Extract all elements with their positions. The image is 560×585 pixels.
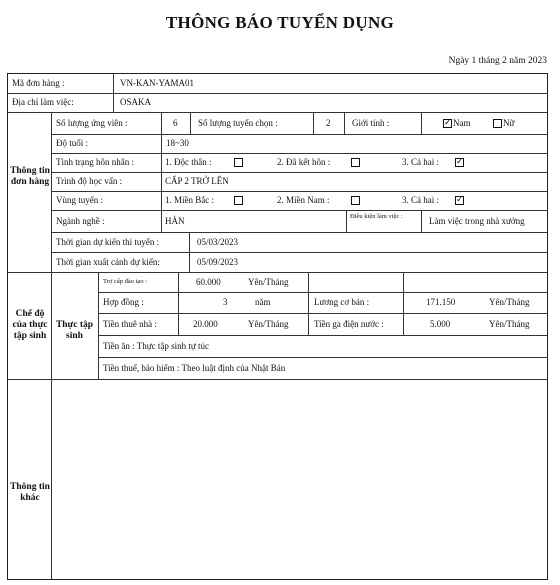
row-divider bbox=[51, 232, 547, 233]
col-divider bbox=[403, 272, 404, 335]
training-allowance-unit: Yên/Tháng bbox=[248, 277, 289, 287]
section-divider bbox=[8, 272, 547, 273]
candidates-label: Số lượng ứng viên : bbox=[56, 118, 128, 128]
page-title: THÔNG BÁO TUYỂN DỤNG bbox=[165, 13, 395, 32]
age-value: 18~30 bbox=[166, 138, 189, 148]
gender-female-label: Nữ bbox=[503, 118, 515, 128]
training-allowance-value: 60.000 bbox=[196, 277, 221, 287]
col-divider bbox=[308, 272, 309, 335]
section-intern: Thực tập sinh bbox=[55, 320, 94, 341]
workplace-label: Địa chỉ làm việc: bbox=[12, 97, 74, 107]
order-code-value: VN-KAN-YAMA01 bbox=[120, 78, 194, 88]
section-divider bbox=[8, 379, 547, 380]
marital-opt1-checkbox[interactable] bbox=[234, 158, 243, 167]
col-divider bbox=[344, 112, 345, 134]
row-divider bbox=[51, 252, 547, 253]
region-opt2-checkbox[interactable] bbox=[351, 196, 360, 205]
section-other-info: Thông tin khác bbox=[10, 482, 50, 503]
col-divider bbox=[51, 112, 52, 272]
work-condition-label: Điều kiện làm việc : bbox=[350, 213, 403, 220]
male-checkbox[interactable] bbox=[443, 119, 452, 128]
col-divider bbox=[189, 232, 190, 272]
occupation-value: HÀN bbox=[165, 216, 185, 226]
region-opt3-checkbox[interactable] bbox=[455, 196, 464, 205]
marital-opt2-label: 2. Đã kết hôn : bbox=[277, 157, 331, 167]
col-divider bbox=[113, 74, 114, 112]
row-divider bbox=[98, 313, 547, 314]
notice-date: Ngày 1 tháng 2 năm 2023 bbox=[448, 56, 547, 66]
utilities-value: 5.000 bbox=[430, 319, 451, 329]
rent-unit: Yên/Tháng bbox=[248, 319, 289, 329]
contract-value: 3 bbox=[223, 297, 228, 307]
marital-label: Tình trạng hôn nhân : bbox=[56, 157, 134, 167]
education-value: CẤP 2 TRỞ LÊN bbox=[165, 176, 229, 186]
row-divider bbox=[98, 335, 547, 336]
rent-value: 20.000 bbox=[193, 319, 218, 329]
col-divider bbox=[178, 272, 179, 335]
check-icon: ✓ bbox=[456, 157, 464, 167]
age-label: Độ tuổi : bbox=[56, 138, 89, 148]
utilities-label: Tiền ga điện nước : bbox=[314, 319, 384, 329]
row-divider bbox=[51, 210, 547, 211]
section-order-info: Thông tin đơn hàng bbox=[10, 166, 50, 187]
base-salary-unit: Yên/Tháng bbox=[489, 297, 530, 307]
rent-label: Tiền thuê nhà : bbox=[103, 319, 157, 329]
female-checkbox[interactable] bbox=[493, 119, 502, 128]
tax-insurance-info: Tiền thuế, bảo hiểm : Theo luật định của Nhật Bản bbox=[103, 363, 286, 373]
contract-label: Hợp đồng : bbox=[103, 297, 144, 307]
region-opt3-label: 3. Cả hai : bbox=[402, 195, 439, 205]
region-opt1-checkbox[interactable] bbox=[234, 196, 243, 205]
row-divider bbox=[98, 292, 547, 293]
departure-date-label: Thời gian xuất cảnh dự kiến: bbox=[56, 257, 160, 267]
col-divider bbox=[346, 210, 347, 232]
gender-label: Giới tính : bbox=[352, 118, 390, 128]
col-divider bbox=[190, 112, 191, 134]
col-divider bbox=[161, 134, 162, 232]
marital-opt3-label: 3. Cả hai : bbox=[402, 157, 439, 167]
region-label: Vùng tuyển : bbox=[56, 195, 103, 205]
col-divider bbox=[421, 112, 422, 134]
row-divider bbox=[8, 112, 547, 113]
col-divider bbox=[161, 112, 162, 134]
exam-date-value: 05/03/2023 bbox=[197, 237, 239, 247]
col-divider bbox=[98, 272, 99, 379]
region-opt2-label: 2. Miền Nam : bbox=[277, 195, 330, 205]
row-divider bbox=[98, 357, 547, 358]
section-benefits: Chế độ của thực tập sinh bbox=[12, 309, 48, 341]
check-icon: ✓ bbox=[444, 118, 452, 128]
selected-value: 2 bbox=[326, 118, 331, 128]
training-allowance-label: Trợ cấp đào tạo : bbox=[103, 278, 147, 285]
marital-opt3-checkbox[interactable] bbox=[455, 158, 464, 167]
candidates-value: 6 bbox=[173, 118, 178, 128]
departure-date-value: 05/09/2023 bbox=[197, 257, 239, 267]
region-opt1-label: 1. Miền Bắc : bbox=[165, 195, 214, 205]
col-divider bbox=[421, 210, 422, 232]
gender-male-label: Nam bbox=[453, 118, 471, 128]
meals-info: Tiền ăn : Thực tập sinh tự túc bbox=[103, 341, 210, 351]
check-icon: ✓ bbox=[456, 195, 464, 205]
occupation-label: Ngành nghề : bbox=[56, 216, 105, 226]
selected-label: Số lượng tuyển chọn : bbox=[198, 118, 278, 128]
col-divider bbox=[51, 379, 52, 579]
utilities-unit: Yên/Tháng bbox=[489, 319, 530, 329]
row-divider bbox=[51, 191, 547, 192]
row-divider bbox=[8, 93, 547, 94]
row-divider bbox=[51, 172, 547, 173]
contract-unit: năm bbox=[255, 297, 271, 307]
row-divider bbox=[51, 134, 547, 135]
education-label: Trình độ học vấn : bbox=[56, 176, 123, 186]
base-salary-value: 171.150 bbox=[426, 297, 456, 307]
marital-opt2-checkbox[interactable] bbox=[351, 158, 360, 167]
col-divider bbox=[313, 112, 314, 134]
marital-opt1-label: 1. Độc thân : bbox=[165, 157, 212, 167]
order-code-label: Mã đơn hàng : bbox=[12, 78, 65, 88]
work-condition-value: Làm việc trong nhà xưởng bbox=[429, 216, 525, 226]
workplace-value: OSAKA bbox=[120, 97, 152, 107]
row-divider bbox=[51, 153, 547, 154]
job-notice-form bbox=[7, 73, 548, 580]
exam-date-label: Thời gian dự kiến thi tuyển : bbox=[56, 237, 160, 247]
base-salary-label: Lương cơ bản : bbox=[314, 297, 370, 307]
